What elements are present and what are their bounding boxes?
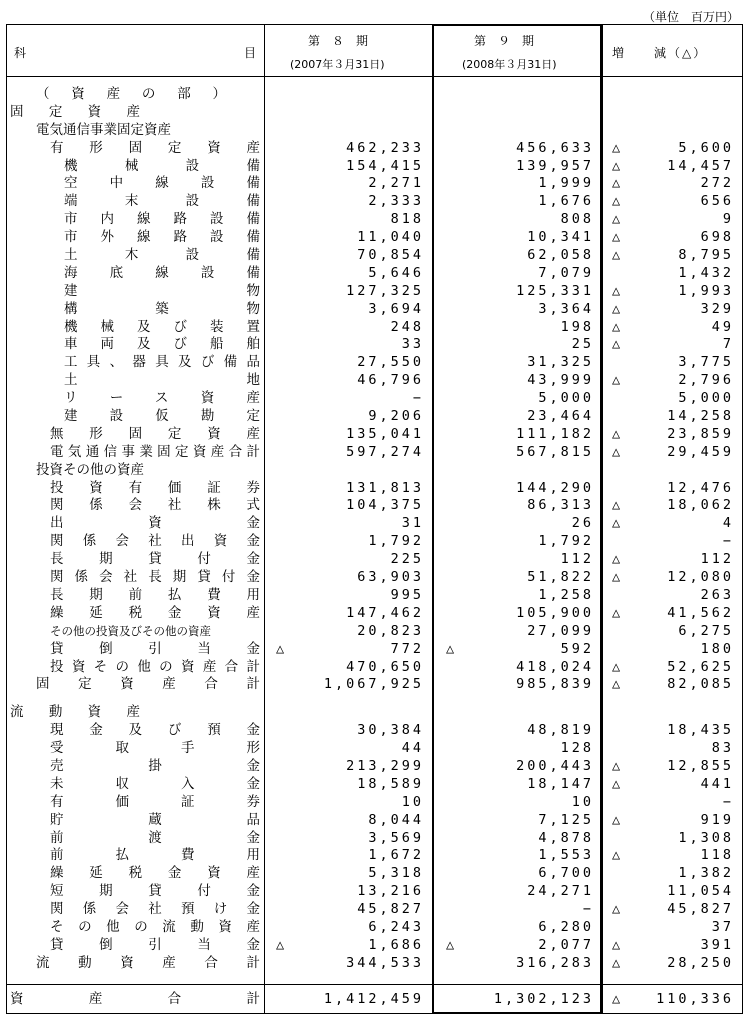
- header-divider: [6, 76, 743, 77]
- period8-value: 818: [390, 211, 424, 228]
- row-label: その他の流動資産: [50, 918, 260, 935]
- period9-value: 23,464: [527, 408, 594, 425]
- decrease-mark: △: [612, 775, 621, 792]
- decrease-mark: △: [612, 175, 621, 192]
- row-label: 電気通信事業固定資産: [36, 121, 171, 138]
- decrease-mark: △: [612, 372, 621, 389]
- row-label: 土地: [64, 372, 260, 389]
- decrease-mark: △: [612, 658, 621, 675]
- row-label: 流動資産合計: [36, 954, 260, 971]
- change-value: 12,080: [667, 569, 734, 586]
- decrease-mark: △: [612, 569, 621, 586]
- period8-value: 5,318: [368, 865, 424, 882]
- period8-value: 470,650: [346, 658, 424, 675]
- change-value: 919: [700, 811, 734, 828]
- change-value: 1,432: [678, 264, 734, 281]
- period9-value: 10,341: [527, 229, 594, 246]
- period8-value: 248: [390, 318, 424, 335]
- period8-value: 20,823: [357, 622, 424, 639]
- period9-value: 139,957: [516, 157, 594, 174]
- change-value: −: [722, 533, 734, 550]
- period9-value: 456,633: [516, 139, 594, 156]
- total-period9-value: 1,302,123: [493, 991, 594, 1007]
- change-value: 9: [722, 211, 734, 228]
- period8-value: 1,067,925: [323, 676, 424, 693]
- period8-value: 1,672: [368, 847, 424, 864]
- decrease-mark: △: [612, 318, 621, 335]
- table-row: [6, 704, 743, 722]
- row-label: 関係会社株式: [50, 497, 260, 514]
- change-value: 1,382: [678, 865, 734, 882]
- row-label: 市外線路設備: [64, 229, 260, 246]
- header-change: 増 減（△）: [612, 46, 708, 60]
- row-label: 関係会社出資金: [50, 533, 260, 550]
- change-value: 8,795: [678, 247, 734, 264]
- row-label: その他の投資及びその他の資産: [50, 623, 211, 638]
- table-row: [6, 515, 743, 533]
- period9-negative-mark: △: [446, 640, 455, 657]
- period8-value: 1,792: [368, 533, 424, 550]
- period9-value: 6,700: [538, 865, 594, 882]
- total-label: 資産合計: [10, 991, 260, 1007]
- decrease-mark: △: [612, 193, 621, 210]
- row-label: 端末設備: [64, 193, 260, 210]
- table-row: [6, 408, 743, 426]
- decrease-mark: △: [612, 139, 621, 156]
- period8-value: 135,041: [346, 425, 424, 442]
- row-label: 投資その他の資産: [36, 461, 144, 478]
- table-row: [6, 883, 743, 901]
- period9-value: −: [582, 901, 594, 918]
- table-row: [6, 955, 743, 973]
- decrease-mark: △: [612, 515, 621, 532]
- period9-value: 18,147: [527, 775, 594, 792]
- period9-value: 51,822: [527, 569, 594, 586]
- table-row: [6, 426, 743, 444]
- change-value: 329: [700, 300, 734, 317]
- line-items: [6, 86, 743, 973]
- period8-value: 44: [401, 740, 424, 757]
- period9-value: 105,900: [516, 604, 594, 621]
- table-row: [6, 551, 743, 569]
- decrease-mark: △: [612, 211, 621, 228]
- period8-value: 3,694: [368, 300, 424, 317]
- change-value: 3,775: [678, 354, 734, 371]
- period8-value: 995: [390, 586, 424, 603]
- decrease-mark: △: [612, 425, 621, 442]
- decrease-mark: △: [612, 300, 621, 317]
- change-value: 2,796: [678, 372, 734, 389]
- header-period9-date: (2008年３月31日): [462, 58, 557, 71]
- change-value: 391: [700, 936, 734, 953]
- table-row: [6, 104, 743, 122]
- decrease-mark: △: [612, 847, 621, 864]
- row-label: （資産の部）: [36, 86, 226, 102]
- header-period8-date: (2007年３月31日): [290, 58, 385, 71]
- period9-value: 26: [571, 515, 594, 532]
- decrease-mark: △: [612, 757, 621, 774]
- table-row: [6, 319, 743, 337]
- period9-value: 198: [560, 318, 594, 335]
- row-label: 投資その他の資産合計: [50, 658, 260, 675]
- change-value: 180: [700, 640, 734, 657]
- row-label: 車両及び船舶: [64, 336, 260, 353]
- row-label: 有価証券: [50, 793, 260, 810]
- decrease-mark: △: [612, 901, 621, 918]
- period8-value: 13,216: [357, 883, 424, 900]
- table-row: [6, 569, 743, 587]
- period8-value: 2,333: [368, 193, 424, 210]
- row-label: 無形固定資産: [50, 425, 260, 442]
- change-value: −: [722, 793, 734, 810]
- period9-value: 7,125: [538, 811, 594, 828]
- total-decrease-mark: △: [612, 991, 621, 1007]
- change-value: 441: [700, 775, 734, 792]
- change-value: 6,275: [678, 622, 734, 639]
- change-value: 23,859: [667, 425, 734, 442]
- total-row: [6, 989, 743, 1009]
- table-row: [6, 901, 743, 919]
- period9-value: 128: [560, 740, 594, 757]
- header-period9: 第 ９ 期: [474, 34, 535, 48]
- period9-value: 144,290: [516, 479, 594, 496]
- change-value: 656: [700, 193, 734, 210]
- decrease-mark: △: [612, 676, 621, 693]
- period8-value: 3,569: [368, 829, 424, 846]
- change-value: 52,625: [667, 658, 734, 675]
- change-value: 28,250: [667, 954, 734, 971]
- period8-value: 63,903: [357, 569, 424, 586]
- change-value: 11,054: [667, 883, 734, 900]
- period8-negative-mark: △: [276, 936, 285, 953]
- table-row: [6, 247, 743, 265]
- change-value: 118: [700, 847, 734, 864]
- period9-value: 1,553: [538, 847, 594, 864]
- period9-value: 592: [560, 640, 594, 657]
- change-value: 1,993: [678, 282, 734, 299]
- change-value: 5,600: [678, 139, 734, 156]
- period9-value: 5,000: [538, 390, 594, 407]
- table-row: [6, 758, 743, 776]
- period9-value: 1,676: [538, 193, 594, 210]
- table-row: [6, 122, 743, 140]
- change-value: 12,476: [667, 479, 734, 496]
- change-value: 29,459: [667, 443, 734, 460]
- decrease-mark: △: [612, 604, 621, 621]
- decrease-mark: △: [612, 282, 621, 299]
- row-label: 流動資産: [10, 704, 140, 721]
- header-subject-right: 目: [244, 46, 257, 60]
- row-label: 関係会社預け金: [50, 901, 260, 918]
- decrease-mark: △: [612, 811, 621, 828]
- table-row: [6, 372, 743, 390]
- row-label: 売掛金: [50, 757, 260, 774]
- period9-negative-mark: △: [446, 936, 455, 953]
- period9-value: 27,099: [527, 622, 594, 639]
- table-row: [6, 265, 743, 283]
- change-value: 14,258: [667, 408, 734, 425]
- table-row: [6, 533, 743, 551]
- row-label: 前渡金: [50, 829, 260, 846]
- row-label: 短期貸付金: [50, 883, 260, 900]
- row-label: 投資有価証券: [50, 479, 260, 496]
- period9-value: 6,280: [538, 918, 594, 935]
- decrease-mark: △: [612, 247, 621, 264]
- row-label: 機械設備: [64, 157, 260, 174]
- table-row: [6, 794, 743, 812]
- decrease-mark: △: [612, 157, 621, 174]
- row-label: 構築物: [64, 300, 260, 317]
- period9-value: 567,815: [516, 443, 594, 460]
- period8-value: 772: [390, 640, 424, 657]
- change-value: 698: [700, 229, 734, 246]
- period9-value: 25: [571, 336, 594, 353]
- total-change-value: 110,336: [656, 991, 734, 1007]
- table-row: [6, 847, 743, 865]
- row-label: 建物: [64, 282, 260, 299]
- row-label: 繰延税金資産: [50, 865, 260, 882]
- row-label: 貯蔵品: [50, 811, 260, 828]
- change-value: 14,457: [667, 157, 734, 174]
- period8-value: 213,299: [346, 757, 424, 774]
- table-row: [6, 676, 743, 694]
- decrease-mark: △: [612, 936, 621, 953]
- decrease-mark: △: [612, 443, 621, 460]
- row-label: 貸倒引当金: [50, 640, 260, 657]
- period8-value: 6,243: [368, 918, 424, 935]
- row-label: 有形固定資産: [50, 139, 260, 156]
- table-row: [6, 211, 743, 229]
- period8-value: 46,796: [357, 372, 424, 389]
- change-value: 263: [700, 586, 734, 603]
- row-label: 固定資産: [10, 103, 140, 120]
- table-row: [6, 605, 743, 623]
- table-row: [6, 193, 743, 211]
- period9-value: 1,999: [538, 175, 594, 192]
- row-label: 前払費用: [50, 847, 260, 864]
- table-row: [6, 390, 743, 408]
- change-value: 83: [711, 740, 734, 757]
- change-value: 112: [700, 551, 734, 568]
- period9-value: 86,313: [527, 497, 594, 514]
- period8-value: 31: [401, 515, 424, 532]
- row-label: リース資産: [64, 390, 260, 407]
- period8-value: 344,533: [346, 954, 424, 971]
- row-label: 土木設備: [64, 247, 260, 264]
- row-label: 市内線路設備: [64, 211, 260, 228]
- period9-value: 125,331: [516, 282, 594, 299]
- table-row: [6, 480, 743, 498]
- row-label: 電気通信事業固定資産合計: [50, 443, 260, 460]
- table-row: [6, 140, 743, 158]
- total-divider: [6, 984, 743, 985]
- row-label: 長期前払費用: [50, 586, 260, 603]
- period9-value: 1,792: [538, 533, 594, 550]
- period8-value: 9,206: [368, 408, 424, 425]
- period8-value: −: [412, 390, 424, 407]
- table-row: [6, 462, 743, 480]
- table-row: [6, 740, 743, 758]
- change-value: 272: [700, 175, 734, 192]
- header-subject-left: 科: [14, 46, 27, 60]
- table-row: [6, 776, 743, 794]
- period9-value: 808: [560, 211, 594, 228]
- period8-value: 225: [390, 551, 424, 568]
- row-label: 受取手形: [50, 740, 260, 757]
- period8-negative-mark: △: [276, 640, 285, 657]
- row-label: 建設仮勘定: [64, 408, 260, 425]
- table-row: [6, 444, 743, 462]
- change-value: 18,062: [667, 497, 734, 514]
- table-row: [6, 229, 743, 247]
- row-label: 現金及び預金: [50, 722, 260, 739]
- table-row: [6, 86, 743, 104]
- table-row: [6, 175, 743, 193]
- table-row: [6, 722, 743, 740]
- change-value: 12,855: [667, 757, 734, 774]
- period9-value: 24,271: [527, 883, 594, 900]
- table-row: [6, 641, 743, 659]
- period8-value: 27,550: [357, 354, 424, 371]
- change-value: 4: [722, 515, 734, 532]
- row-label: 空中線設備: [64, 175, 260, 192]
- period8-value: 1,686: [368, 936, 424, 953]
- period9-value: 111,182: [516, 425, 594, 442]
- period9-value: 48,819: [527, 722, 594, 739]
- table-row: [6, 865, 743, 883]
- table-row: [6, 301, 743, 319]
- period8-value: 2,271: [368, 175, 424, 192]
- period9-value: 7,079: [538, 264, 594, 281]
- period9-value: 43,999: [527, 372, 594, 389]
- change-value: 7: [722, 336, 734, 353]
- decrease-mark: △: [612, 497, 621, 514]
- change-value: 1,308: [678, 829, 734, 846]
- period8-value: 70,854: [357, 247, 424, 264]
- period8-value: 30,384: [357, 722, 424, 739]
- change-value: 37: [711, 918, 734, 935]
- period8-value: 154,415: [346, 157, 424, 174]
- change-value: 5,000: [678, 390, 734, 407]
- row-label: 固定資産合計: [36, 676, 260, 693]
- decrease-mark: △: [612, 229, 621, 246]
- row-label: 機械及び装置: [64, 318, 260, 335]
- period8-value: 10: [401, 793, 424, 810]
- period9-value: 31,325: [527, 354, 594, 371]
- period9-value: 418,024: [516, 658, 594, 675]
- period8-value: 11,040: [357, 229, 424, 246]
- period8-value: 462,233: [346, 139, 424, 156]
- table-row: [6, 497, 743, 515]
- period9-value: 2,077: [538, 936, 594, 953]
- table-row: [6, 830, 743, 848]
- table-row: [6, 659, 743, 677]
- row-label: 未収入金: [50, 775, 260, 792]
- period9-value: 316,283: [516, 954, 594, 971]
- header-period8: 第 ８ 期: [308, 34, 369, 48]
- period8-value: 45,827: [357, 901, 424, 918]
- table-row: [6, 283, 743, 301]
- row-label: 関係会社長期貸付金: [50, 569, 260, 586]
- total-period8-value: 1,412,459: [323, 991, 424, 1007]
- row-label: 繰延税金資産: [50, 604, 260, 621]
- period9-value: 112: [560, 551, 594, 568]
- decrease-mark: △: [612, 551, 621, 568]
- row-label: 出資金: [50, 515, 260, 532]
- table-row: [6, 158, 743, 176]
- table-row: [6, 919, 743, 937]
- row-label: 貸倒引当金: [50, 936, 260, 953]
- period8-value: 597,274: [346, 443, 424, 460]
- change-value: 49: [711, 318, 734, 335]
- period8-value: 18,589: [357, 775, 424, 792]
- table-row: [6, 623, 743, 641]
- change-value: 82,085: [667, 676, 734, 693]
- period9-value: 10: [571, 793, 594, 810]
- row-label: 海底線設備: [64, 264, 260, 281]
- unit-note: （単位 百万円）: [642, 10, 739, 24]
- table-row: [6, 812, 743, 830]
- period9-value: 3,364: [538, 300, 594, 317]
- period8-value: 131,813: [346, 479, 424, 496]
- table-row: [6, 354, 743, 372]
- period8-value: 104,375: [346, 497, 424, 514]
- change-value: 18,435: [667, 722, 734, 739]
- period8-value: 5,646: [368, 264, 424, 281]
- change-value: 41,562: [667, 604, 734, 621]
- period9-value: 1,258: [538, 586, 594, 603]
- period8-value: 127,325: [346, 282, 424, 299]
- change-value: 45,827: [667, 901, 734, 918]
- row-label: 工具、器具及び備品: [64, 354, 260, 371]
- period8-value: 8,044: [368, 811, 424, 828]
- decrease-mark: △: [612, 954, 621, 971]
- period9-value: 62,058: [527, 247, 594, 264]
- table-row: [6, 336, 743, 354]
- period9-value: 985,839: [516, 676, 594, 693]
- period8-value: 33: [401, 336, 424, 353]
- period9-value: 200,443: [516, 757, 594, 774]
- decrease-mark: △: [612, 336, 621, 353]
- row-label: 長期貸付金: [50, 551, 260, 568]
- table-row: [6, 587, 743, 605]
- table-row: [6, 937, 743, 955]
- period8-value: 147,462: [346, 604, 424, 621]
- period9-value: 4,878: [538, 829, 594, 846]
